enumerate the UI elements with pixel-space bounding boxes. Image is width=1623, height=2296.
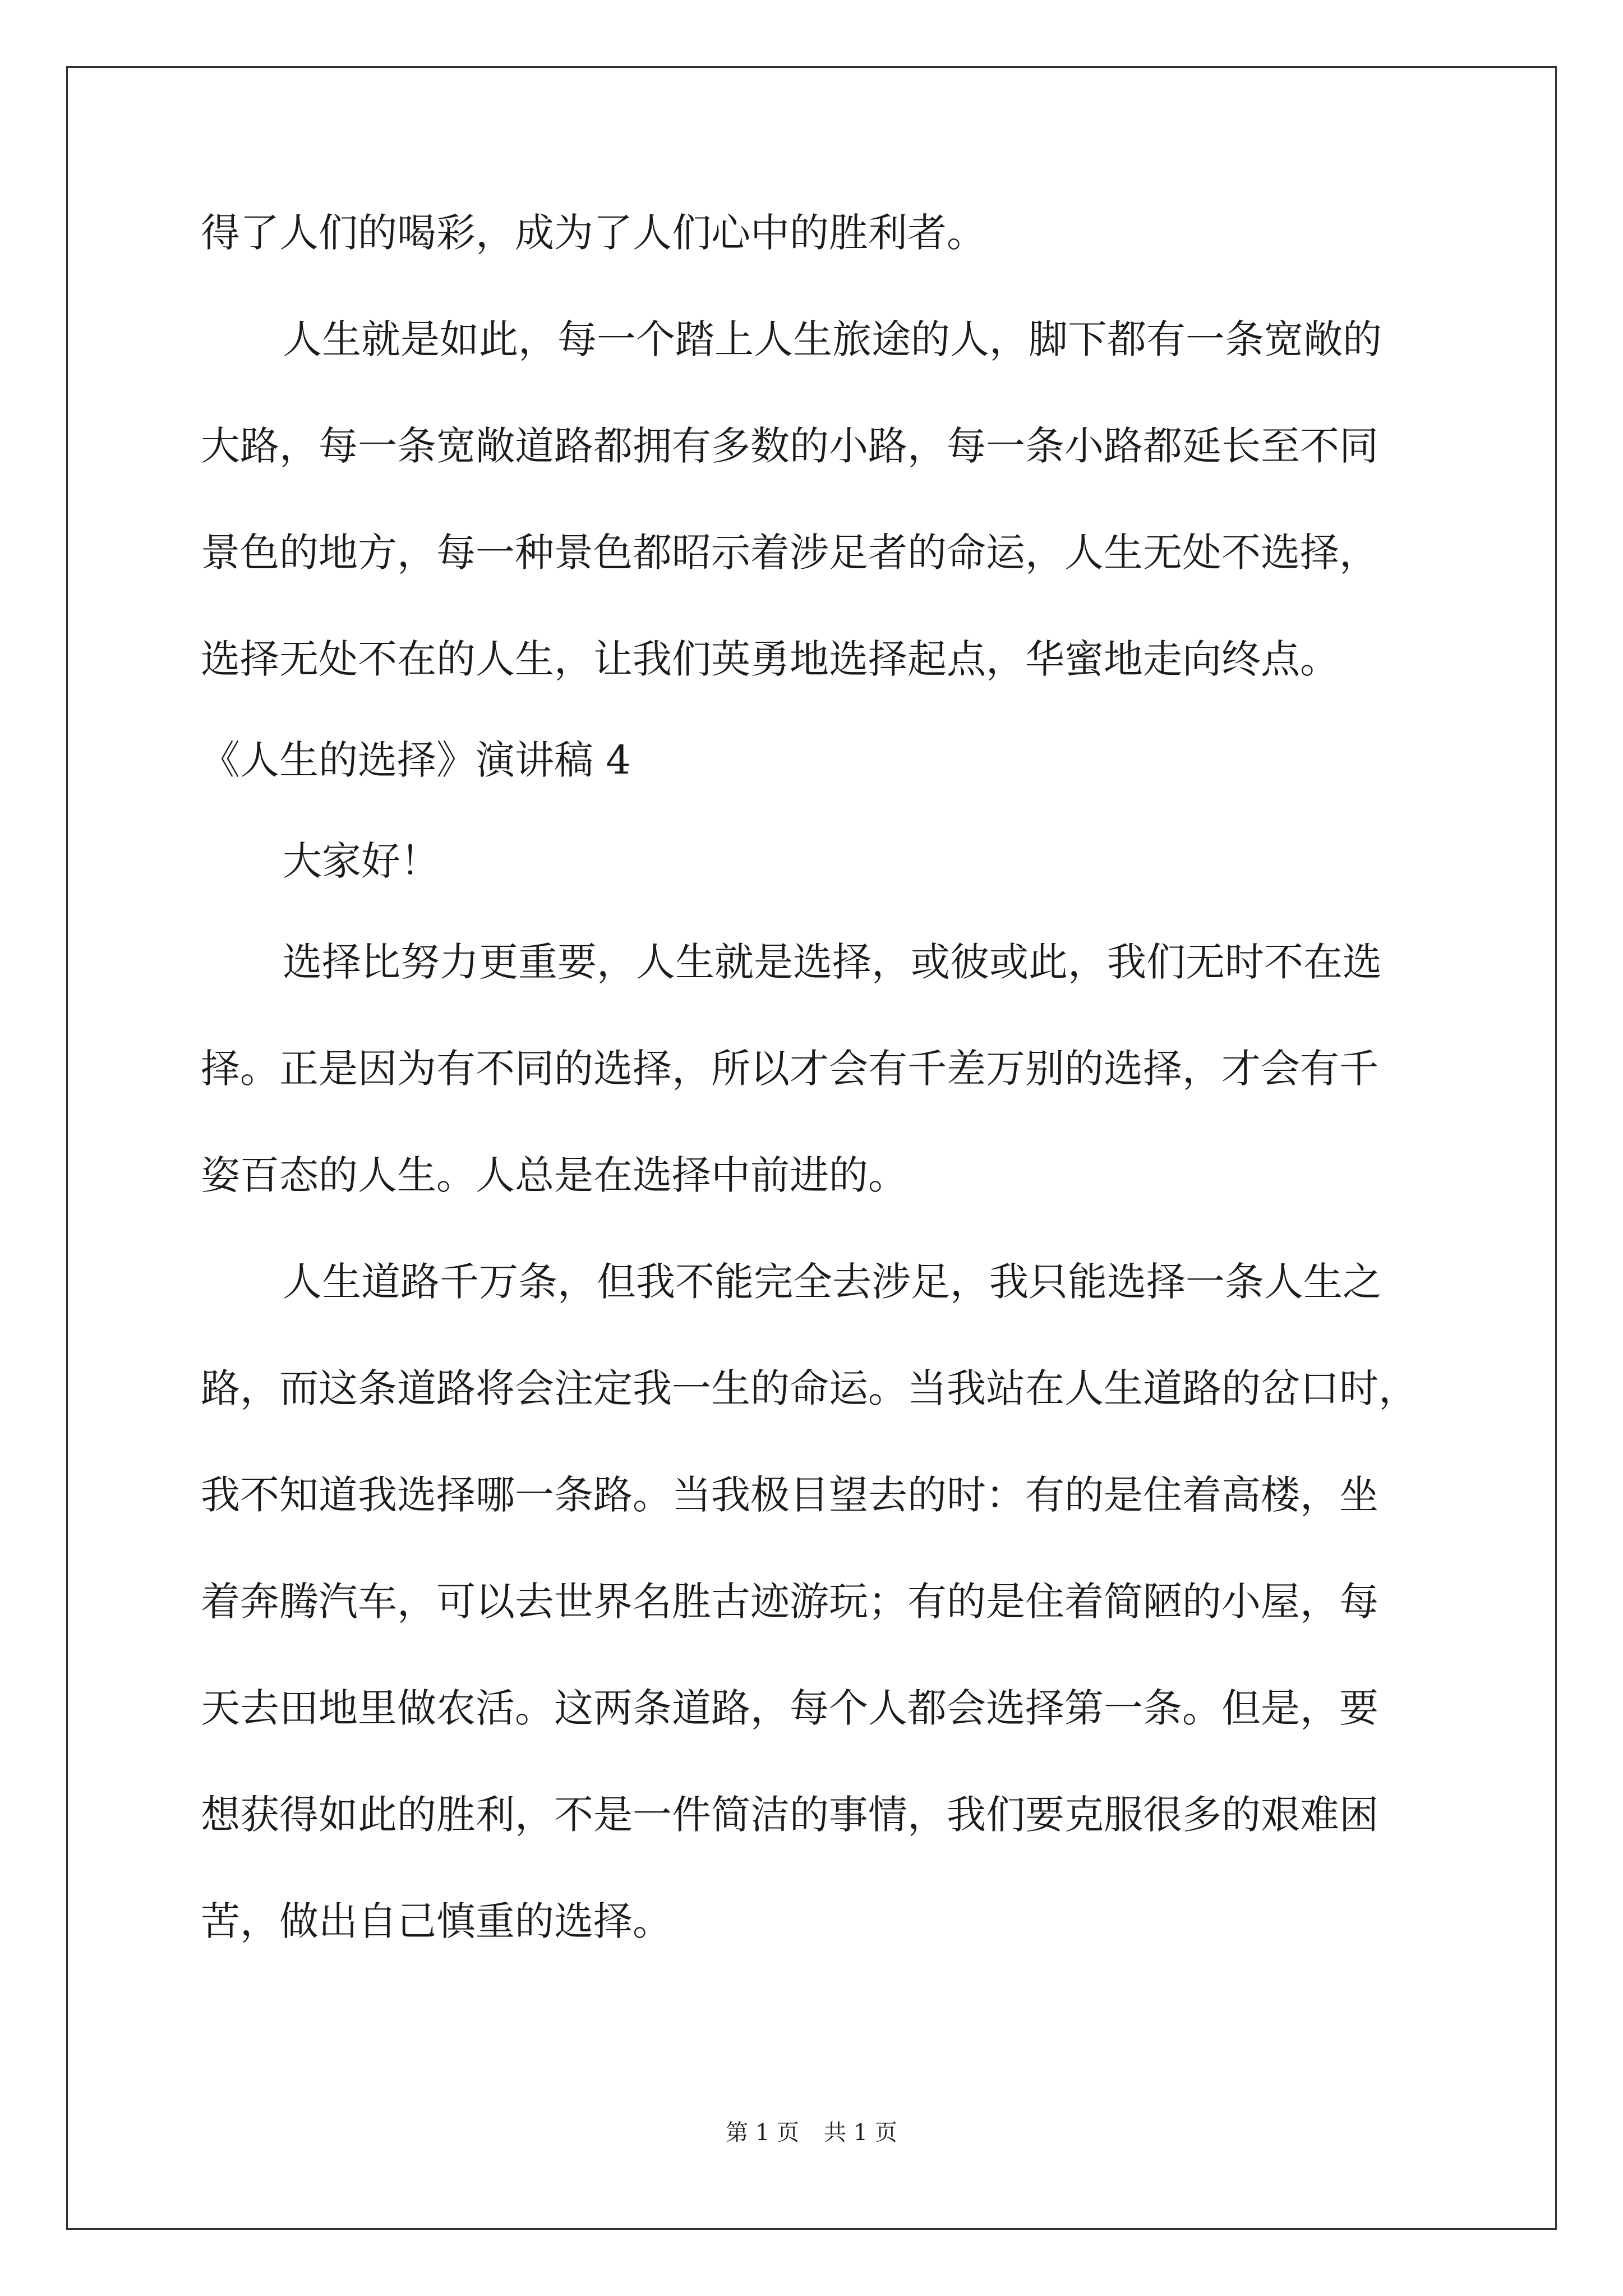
paragraph-line: 选择无处不在的人生，让我们英勇地选择起点，华蜜地走向终点。 bbox=[201, 636, 1339, 682]
paragraph-line: 苦，做出自己慎重的选择。 bbox=[201, 1898, 672, 1944]
greeting-line: 大家好！ bbox=[283, 838, 440, 884]
paragraph-line: 景色的地方，每一种景色都昭示着涉足者的命运，人生无处不选择， bbox=[201, 530, 1378, 576]
page-number: 第 1 页 bbox=[726, 2120, 799, 2146]
paragraph-line: 天去田地里做农活。这两条道路，每个人都会选择第一条。但是，要 bbox=[201, 1685, 1378, 1731]
page-total: 共 1 页 bbox=[824, 2120, 897, 2146]
paragraph-line: 姿百态的人生。人总是在选择中前进的。 bbox=[201, 1152, 907, 1198]
paragraph-line: 我不知道我选择哪一条路。当我极目望去的时：有的是住着高楼，坐 bbox=[201, 1472, 1378, 1518]
section-heading: 《人生的选择》演讲稿 4 bbox=[201, 737, 631, 783]
page-footer bbox=[0, 2120, 1623, 2145]
paragraph-line: 路，而这条道路将会注定我一生的命运。当我站在人生道路的岔口时， bbox=[201, 1365, 1418, 1411]
paragraph-line: 择。正是因为有不同的选择，所以才会有千差万别的选择，才会有千 bbox=[201, 1046, 1378, 1092]
paragraph-line: 着奔腾汽车，可以去世界名胜古迹游玩；有的是住着简陋的小屋，每 bbox=[201, 1579, 1378, 1625]
paragraph-line: 得了人们的喝彩，成为了人们心中的胜利者。 bbox=[201, 210, 986, 256]
paragraph-line: 大路，每一条宽敞道路都拥有多数的小路，每一条小路都延长至不同 bbox=[201, 423, 1378, 469]
paragraph-line: 人生就是如此，每一个踏上人生旅途的人，脚下都有一条宽敞的 bbox=[283, 316, 1382, 362]
paragraph-line: 选择比努力更重要，人生就是选择，或彼或此，我们无时不在选 bbox=[283, 939, 1382, 985]
paragraph-line: 想获得如此的胜利，不是一件简洁的事情，我们要克服很多的艰难困 bbox=[201, 1792, 1378, 1838]
paragraph-line: 人生道路千万条，但我不能完全去涉足，我只能选择一条人生之 bbox=[283, 1259, 1382, 1305]
